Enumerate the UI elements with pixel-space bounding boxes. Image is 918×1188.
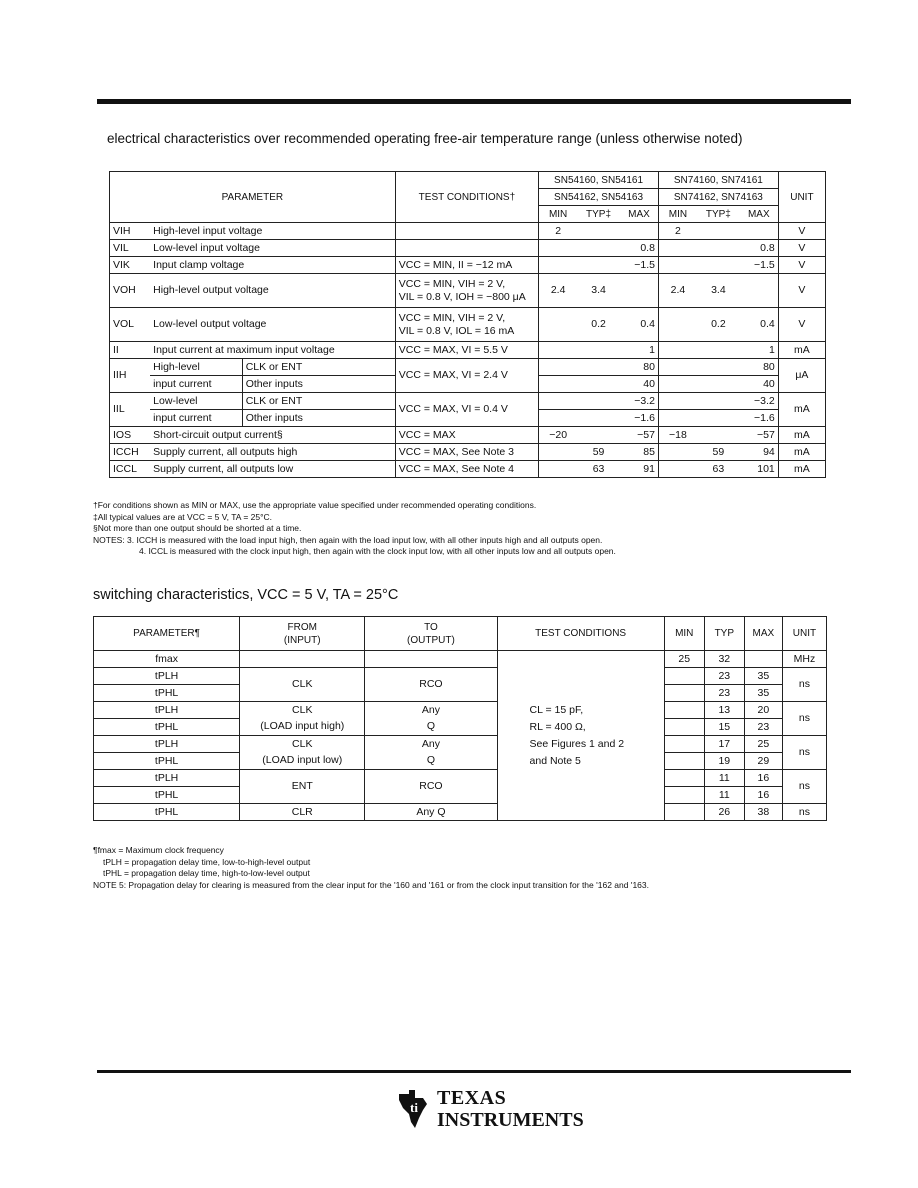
value-cell: −1.6 [539, 410, 659, 427]
footnote: ‡All typical values are at VCC = 5 V, TA = 25°C. [93, 511, 273, 522]
to-header-line1: TO [424, 621, 438, 633]
logo-wordmark [437, 1087, 584, 1131]
max-cell: 25 [744, 736, 782, 753]
param-cell: tPLH [94, 668, 240, 685]
param-symbol: ICCH [110, 444, 151, 461]
value-cell: 94 [740, 444, 779, 461]
min-header: MIN [539, 206, 578, 223]
value-cell [539, 257, 578, 274]
value-cell [539, 308, 578, 342]
typ-cell: 23 [704, 685, 744, 702]
param-description: Supply current, all outputs low [150, 461, 395, 478]
to-cell: Q [365, 719, 497, 736]
footnote: §Not more than one output should be shorted at a time. [93, 523, 302, 533]
param-symbol: VIK [110, 257, 151, 274]
group2-header-a: SN74160, SN74161 [658, 172, 778, 189]
from-cell: ENT [240, 770, 365, 804]
value-cell: 2.4 [658, 274, 697, 308]
typ-cell: 13 [704, 702, 744, 719]
typ-cell: 11 [704, 770, 744, 787]
from-cell: CLR [240, 804, 365, 821]
param-description: High-level output voltage [150, 274, 395, 308]
to-header [365, 617, 497, 651]
from-header-line2: (INPUT) [283, 634, 321, 646]
max-cell: 35 [744, 668, 782, 685]
param-symbol: IIH [110, 359, 151, 393]
to-cell: Q [365, 753, 497, 770]
value-cell [539, 461, 578, 478]
value-cell: 0.8 [740, 240, 779, 257]
condition-line: See Figures 1 and 2 [529, 737, 625, 750]
param-description: Short-circuit output current§ [150, 427, 395, 444]
value-cell: −1.5 [620, 257, 659, 274]
test-condition: VCC = MIN, II = −12 mA [395, 257, 538, 274]
param-cell: tPHL [94, 753, 240, 770]
test-conditions-header: TEST CONDITIONS [497, 617, 664, 651]
value-cell [577, 223, 620, 240]
value-cell: −1.5 [740, 257, 779, 274]
typ-header: TYP [704, 617, 744, 651]
group2-header-b: SN74162, SN74163 [658, 189, 778, 206]
value-cell: 59 [577, 444, 620, 461]
param-symbol: IIL [110, 393, 151, 427]
value-cell: 3.4 [577, 274, 620, 308]
switching-characteristics-table [93, 616, 827, 821]
value-cell: −57 [620, 427, 659, 444]
logo-line1: TEXAS [437, 1087, 507, 1109]
unit-cell: V [778, 257, 825, 274]
to-cell: RCO [365, 668, 497, 702]
from-cell: (LOAD input high) [240, 719, 365, 736]
param-symbol: VOL [110, 308, 151, 342]
value-cell: 1 [620, 342, 659, 359]
unit-cell: ns [782, 668, 826, 702]
value-cell [539, 342, 578, 359]
unit-cell: mA [778, 342, 825, 359]
value-cell [658, 461, 697, 478]
footnote: NOTES: 3. ICCH is measured with the load input high, then again with the load input low, with all other inputs high and all outputs open. [93, 534, 603, 545]
group1-header-a: SN54160, SN54161 [539, 172, 659, 189]
param-cell: tPLH [94, 770, 240, 787]
unit-header: UNIT [778, 172, 825, 223]
value-cell [577, 342, 620, 359]
to-header-line2: (OUTPUT) [407, 634, 455, 646]
max-header: MAX [744, 617, 782, 651]
value-cell [620, 223, 659, 240]
typ-cell: 17 [704, 736, 744, 753]
value-cell: −20 [539, 427, 578, 444]
param-description: input current [150, 410, 242, 427]
param-description: Supply current, all outputs high [150, 444, 395, 461]
test-condition: VCC = MAX, VI = 2.4 V [395, 359, 538, 393]
unit-cell: ns [782, 736, 826, 770]
value-cell: 0.2 [577, 308, 620, 342]
value-cell [658, 240, 697, 257]
value-cell [577, 240, 620, 257]
texas-instruments-logo [397, 1087, 584, 1131]
value-cell: 40 [539, 376, 659, 393]
max-cell: 16 [744, 770, 782, 787]
test-condition: VCC = MAX, See Note 4 [395, 461, 538, 478]
value-cell: −3.2 [539, 393, 659, 410]
value-cell: 2 [658, 223, 697, 240]
unit-cell: μA [778, 359, 825, 393]
unit-cell: V [778, 274, 825, 308]
sub-param: Other inputs [242, 376, 395, 393]
typ-cell: 15 [704, 719, 744, 736]
value-cell [697, 240, 740, 257]
value-cell: 80 [658, 359, 778, 376]
test-condition: VCC = MAX [395, 427, 538, 444]
test-condition: VCC = MAX, See Note 3 [395, 444, 538, 461]
value-cell: 85 [620, 444, 659, 461]
value-cell [697, 223, 740, 240]
from-cell: CLK [240, 668, 365, 702]
from-cell: CLK [240, 702, 365, 719]
max-cell: 20 [744, 702, 782, 719]
value-cell [697, 257, 740, 274]
param-cell: fmax [94, 651, 240, 668]
param-cell: tPHL [94, 804, 240, 821]
param-description: Low-level input voltage [150, 240, 395, 257]
min-cell [664, 719, 704, 736]
bottom-rule [97, 1070, 851, 1073]
min-cell [664, 668, 704, 685]
value-cell [577, 257, 620, 274]
unit-header: UNIT [782, 617, 826, 651]
max-cell: 35 [744, 685, 782, 702]
svg-text:ti: ti [410, 1100, 418, 1115]
value-cell: 2.4 [539, 274, 578, 308]
from-header-line1: FROM [287, 621, 317, 633]
value-cell: 0.8 [620, 240, 659, 257]
to-cell: Any [365, 702, 497, 719]
value-cell: 91 [620, 461, 659, 478]
test-condition [395, 308, 538, 342]
param-cell: tPHL [94, 787, 240, 804]
param-symbol: II [110, 342, 151, 359]
top-rule [97, 99, 851, 104]
max-header: MAX [740, 206, 779, 223]
electrical-characteristics-title: electrical characteristics over recommended operating free-air temperature range (unless otherwise noted) [107, 131, 743, 146]
param-symbol: VIH [110, 223, 151, 240]
footnote: †For conditions shown as MIN or MAX, use the appropriate value specified under recommended operating conditions. [93, 500, 537, 510]
unit-cell: V [778, 308, 825, 342]
typ-header: TYP‡ [697, 206, 740, 223]
test-condition-line2: VIL = 0.8 V, IOL = 16 mA [398, 324, 515, 337]
test-condition: VCC = MAX, VI = 5.5 V [395, 342, 538, 359]
max-cell: 16 [744, 787, 782, 804]
unit-cell: mA [778, 427, 825, 444]
param-description: High-level input voltage [150, 223, 395, 240]
min-cell [664, 702, 704, 719]
value-cell: −18 [658, 427, 697, 444]
unit-cell: mA [778, 461, 825, 478]
min-cell: 25 [664, 651, 704, 668]
value-cell: 80 [539, 359, 659, 376]
condition-line: RL = 400 Ω, [529, 720, 586, 733]
typ-header: TYP‡ [577, 206, 620, 223]
sub-param: CLK or ENT [242, 393, 395, 410]
from-cell [240, 651, 365, 668]
sub-param: CLK or ENT [242, 359, 395, 376]
electrical-characteristics-table [109, 171, 826, 478]
param-description: Input clamp voltage [150, 257, 395, 274]
value-cell: −57 [740, 427, 779, 444]
param-description: Low-level output voltage [150, 308, 395, 342]
value-cell: 2 [539, 223, 578, 240]
value-cell [740, 274, 779, 308]
value-cell: 0.4 [740, 308, 779, 342]
typ-cell: 11 [704, 787, 744, 804]
param-description: Low-level [150, 393, 242, 410]
value-cell [658, 308, 697, 342]
to-cell: Any Q [365, 804, 497, 821]
logo-line2: INSTRUMENTS [437, 1109, 584, 1131]
to-cell: Any [365, 736, 497, 753]
footnotes-2 [93, 845, 649, 891]
max-header: MAX [620, 206, 659, 223]
unit-cell: ns [782, 770, 826, 804]
footnote: NOTE 5: Propagation delay for clearing is measured from the clear input for the '160 and '161 or from the clock input transition for the '162 and '163. [93, 879, 649, 890]
min-header: MIN [658, 206, 697, 223]
value-cell [620, 274, 659, 308]
unit-cell: V [778, 223, 825, 240]
typ-cell: 23 [704, 668, 744, 685]
param-symbol: VIL [110, 240, 151, 257]
param-symbol: ICCL [110, 461, 151, 478]
value-cell [577, 427, 620, 444]
sub-param: Other inputs [242, 410, 395, 427]
unit-cell: mA [778, 444, 825, 461]
param-description: High-level [150, 359, 242, 376]
value-cell [697, 342, 740, 359]
max-cell: 29 [744, 753, 782, 770]
value-cell [697, 427, 740, 444]
test-condition [395, 223, 538, 240]
value-cell: 63 [577, 461, 620, 478]
value-cell [539, 444, 578, 461]
value-cell: 59 [697, 444, 740, 461]
from-header [240, 617, 365, 651]
typ-cell: 26 [704, 804, 744, 821]
value-cell [658, 342, 697, 359]
max-cell: 23 [744, 719, 782, 736]
param-symbol: IOS [110, 427, 151, 444]
test-condition-line2: VIL = 0.8 V, IOH = −800 μA [398, 290, 526, 303]
test-condition [395, 240, 538, 257]
param-header: PARAMETER [110, 172, 396, 223]
value-cell [740, 223, 779, 240]
value-cell: 0.2 [697, 308, 740, 342]
footnote: tPHL = propagation delay time, high-to-low-level output [103, 868, 310, 878]
test-condition [395, 274, 538, 308]
param-symbol: VOH [110, 274, 151, 308]
value-cell [658, 257, 697, 274]
param-header: PARAMETER¶ [94, 617, 240, 651]
max-cell: 38 [744, 804, 782, 821]
group1-header-b: SN54162, SN54163 [539, 189, 659, 206]
min-cell [664, 804, 704, 821]
unit-cell: ns [782, 804, 826, 821]
from-cell: (LOAD input low) [240, 753, 365, 770]
value-cell: 101 [740, 461, 779, 478]
param-cell: tPHL [94, 719, 240, 736]
switching-characteristics-title: switching characteristics, VCC = 5 V, TA = 25°C [93, 587, 399, 603]
param-cell: tPLH [94, 736, 240, 753]
param-cell: tPHL [94, 685, 240, 702]
param-description: Input current at maximum input voltage [150, 342, 395, 359]
value-cell: 40 [658, 376, 778, 393]
max-cell [744, 651, 782, 668]
test-condition-line1: VCC = MIN, VIH = 2 V, [398, 277, 506, 290]
value-cell [539, 240, 578, 257]
test-condition-line1: VCC = MIN, VIH = 2 V, [398, 311, 506, 324]
unit-cell: MHz [782, 651, 826, 668]
footnote: ¶fmax = Maximum clock frequency [93, 845, 224, 855]
param-description: input current [150, 376, 242, 393]
value-cell: 3.4 [697, 274, 740, 308]
min-cell [664, 736, 704, 753]
test-condition: VCC = MAX, VI = 0.4 V [395, 393, 538, 427]
typ-cell: 32 [704, 651, 744, 668]
value-cell: 1 [740, 342, 779, 359]
test-conditions-cell [497, 651, 664, 821]
value-cell: 0.4 [620, 308, 659, 342]
unit-cell: mA [778, 393, 825, 427]
test-conditions-header: TEST CONDITIONS† [395, 172, 538, 223]
typ-cell: 19 [704, 753, 744, 770]
to-cell [365, 651, 497, 668]
value-cell [658, 444, 697, 461]
unit-cell: V [778, 240, 825, 257]
from-cell: CLK [240, 736, 365, 753]
param-cell: tPLH [94, 702, 240, 719]
condition-line: CL = 15 pF, [529, 703, 584, 716]
condition-line: and Note 5 [529, 754, 581, 767]
value-cell: −1.6 [658, 410, 778, 427]
min-cell [664, 753, 704, 770]
min-cell [664, 685, 704, 702]
footnotes-1 [93, 500, 616, 558]
footnote: 4. ICCL is measured with the clock input high, then again with the clock input low, with all other inputs low and all outputs open. [139, 546, 616, 556]
unit-cell: ns [782, 702, 826, 736]
min-cell [664, 770, 704, 787]
value-cell: −3.2 [658, 393, 778, 410]
min-cell [664, 787, 704, 804]
to-cell: RCO [365, 770, 497, 804]
value-cell: 63 [697, 461, 740, 478]
min-header: MIN [664, 617, 704, 651]
ti-map-icon [397, 1088, 431, 1130]
footnote: tPLH = propagation delay time, low-to-high-level output [103, 856, 311, 867]
